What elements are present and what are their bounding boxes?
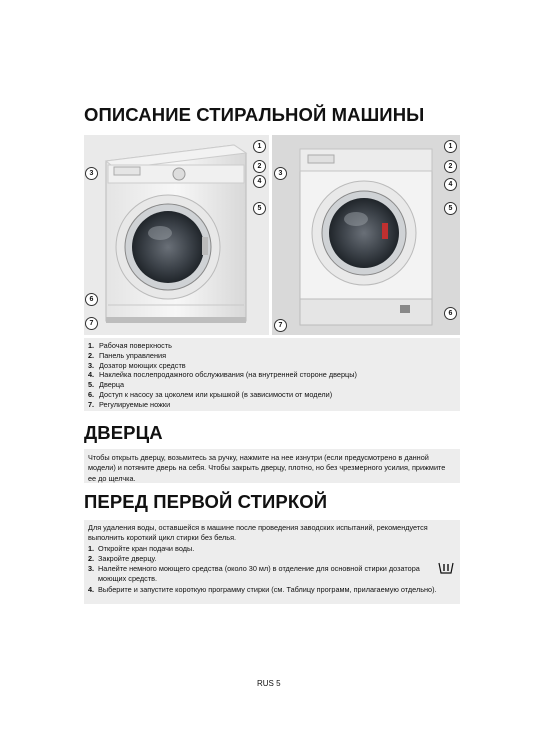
door-instructions [84,449,460,483]
callout-3: 3 [274,167,287,180]
door-text: Чтобы открыть дверцу, возьмитесь за ручку, нажмите на нее изнутри (если предусмотрено в данной модели) и потяните дверь на себя. Чтобы закрыть дверцу, плотно, но без чрезмерного усилия, прижмите ее до щелчка. [88,453,446,483]
callout-4: 4 [444,178,457,191]
callout-6: 6 [444,307,457,320]
detergent-main-wash-compartment-icon [438,561,454,575]
callout-3: 3 [85,167,98,180]
callout-4: 4 [253,175,266,188]
list-item: 5. Дверца [88,380,125,390]
page-number: RUS 5 [257,679,281,688]
callout-1: 1 [444,140,457,153]
first-wash-instructions [84,520,460,604]
parts-legend [84,338,460,411]
callout-7: 7 [85,317,98,330]
list-item: 1. Рабочая поверхность [88,341,172,350]
built-in-washer-photo [272,135,460,335]
section-title-door: ДВЕРЦА [84,422,163,443]
callout-6: 6 [85,293,98,306]
callout-7: 7 [274,319,287,332]
callout-5: 5 [444,202,457,215]
list-item: 1. Откройте кран подачи воды. [88,543,195,553]
freestanding-washer-photo [84,135,269,335]
callout-1: 1 [253,140,266,153]
list-item: 2. Закройте дверцу. [88,553,157,563]
washer-illustration [272,135,460,335]
list-item: 3. Дозатор моющих средств [88,360,186,370]
list-item: 7. Регулируемые ножки [88,399,171,409]
list-item: 2. Панель управления [88,350,167,360]
callout-2: 2 [253,160,266,173]
list-item: 6. Доступ к насосу за цоколем или крышкой (в зависимости от модели) [88,389,333,399]
first-wash-intro: Для удаления воды, оставшейся в машине после проведения заводских испытаний, рекомендуется выполнить короткий цикл стирки без белья. [88,523,428,543]
list-item: 4. Наклейка послепродажного обслуживания (на внутренней стороне дверцы) [88,370,357,380]
list-item: 3. Налейте немного моющего средства (около 30 мл) в отделение для основной стирки дозатора моющих средств. [88,564,454,585]
section-title-first-wash: ПЕРЕД ПЕРВОЙ СТИРКОЙ [84,491,328,512]
section-title-description: ОПИСАНИЕ СТИРАЛЬНОЙ МАШИНЫ [84,104,425,125]
washer-illustration [84,135,269,335]
callout-2: 2 [444,160,457,173]
list-item: 4. Выберите и запустите короткую программу стирки (см. Таблицу программ, прилагаемую отдельно). [88,584,437,594]
callout-5: 5 [253,202,266,215]
